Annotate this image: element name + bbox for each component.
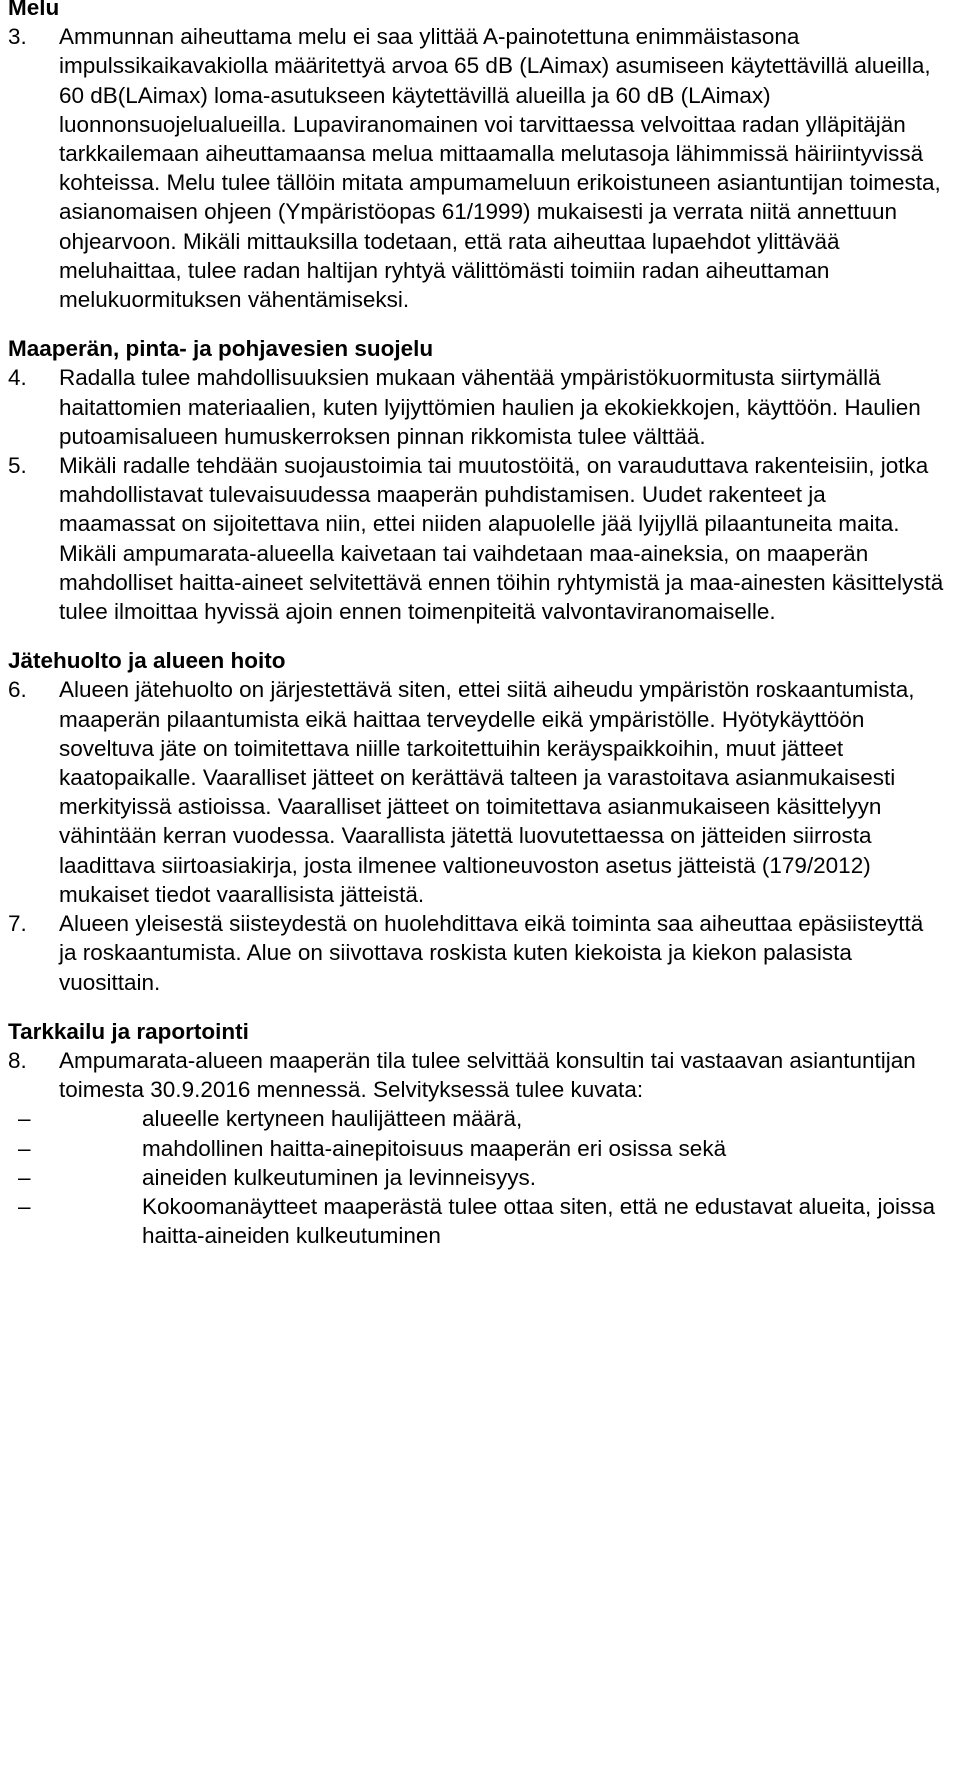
paragraph-text: Alueen jätehuolto on järjestettävä siten, ettei siitä aiheudu ympäristön roskaantumista, maaperän pilaantumista eikä haittaa terveydelle eikä ympäristölle. Hyötykäyttöön soveltuva jäte on toimitettava niille tarkoitettuihin keräyspaikkoihin, muut jätteet kaatopaikalle. Vaaralliset jätteet on kerättävä talteen ja varastoitava asianmukaisesti merkityissä astioissa. Vaaralliset jätteet on toimitettava asianmukaiseen käsittelyyn vähintään kerran vuodessa. Vaarallista jätettä luovutettaessa on jätteiden siirrosta laadittava siirtoasiakirja, josta ilmenee valtioneuvoston asetus jätteistä (179/2012) mukaiset tiedot vaarallisista jätteistä. [59, 677, 915, 907]
numbered-paragraph [8, 22, 948, 314]
section-monitoring-reporting [8, 1017, 948, 1251]
paragraph-text: Ampumarata-alueen maaperän tila tulee selvittää konsultin tai vastaavan asiantuntijan toimesta 30.9.2016 mennessä. Selvityksessä tulee kuvata: [59, 1047, 916, 1103]
dash-list-item [8, 1163, 948, 1192]
section-waste-management [8, 646, 948, 996]
numbered-paragraph [8, 1046, 948, 1104]
paragraph-number: 5. [8, 453, 27, 479]
dash-list-item [8, 1104, 948, 1133]
dash-list-item [8, 1134, 948, 1163]
dash-marker: – [18, 1193, 31, 1219]
section-soil-water-protection [8, 334, 948, 626]
section-heading: Jätehuolto ja alueen hoito [8, 648, 286, 674]
section-heading: Tarkkailu ja raportointi [8, 1018, 249, 1044]
paragraph-number: 4. [8, 365, 27, 391]
section-melu [8, 0, 948, 314]
dash-list-text: aineiden kulkeutuminen ja levinneisyys. [142, 1164, 536, 1190]
section-heading: Melu [8, 0, 60, 20]
document-page [8, 0, 948, 1250]
dash-list-text: mahdollinen haitta-ainepitoisuus maaperän eri osissa sekä [142, 1135, 727, 1161]
dash-list-text: Kokoomanäytteet maaperästä tulee ottaa siten, että ne edustavat alueita, joissa haitta-aineiden kulkeutuminen [142, 1193, 936, 1249]
dash-marker: – [18, 1135, 31, 1161]
paragraph-text: Ammunnan aiheuttama melu ei saa ylittää A-painotettuna enimmäistasona impulssikaikavakiolla määritettyä arvoa 65 dB (LAimax) asumiseen käytettävillä alueilla, 60 dB(LAimax) loma-asutukseen käytettävillä alueilla ja 60 dB (LAimax) luonnonsuojelualueilla. Lupaviranomainen voi tarvittaessa velvoittaa radan ylläpitäjän tarkkailemaan aiheuttamaansa melua mittaamalla melutasoja lähimmissä häiriintyvissä kohteissa. Melu tulee tällöin mitata ampumameluun erikoistuneen asiantuntijan toimesta, asianomaisen ohjeen (Ympäristöopas 61/1999) mukaisesti ja verrata niitä annettuun ohjearvoon. Mikäli mittauksilla todetaan, että rata aiheuttaa lupaehdot ylittävää meluhaittaa, tulee radan haltijan ryhtyä välittömästi toimiin radan aiheuttaman melukuormituksen vähentämiseksi. [59, 24, 941, 313]
paragraph-text: Alueen yleisestä siisteydestä on huolehdittava eikä toiminta saa aiheuttaa epäsiisteyttä ja roskaantumista. Alue on siivottava roskista kuten kiekoista ja kiekon palasista vuosittain. [59, 911, 924, 995]
paragraph-number: 8. [8, 1047, 27, 1073]
dash-list-text: alueelle kertyneen haulijätteen määrä, [142, 1106, 523, 1132]
paragraph-text: Mikäli radalle tehdään suojaustoimia tai muutostöitä, on varauduttava rakenteisiin, jotka mahdollistavat tulevaisuudessa maaperän puhdistamisen. Uudet rakenteet ja maamassat on sijoitettava niin, ettei niiden alapuolelle jää lyijyllä pilaantuneita maita. Mikäli ampumarata-alueella kaivetaan tai vaihdetaan maa-aineksia, on maaperän mahdolliset haitta-aineet selvitettävä ennen töihin ryhtymistä ja maa-ainesten käsittelystä tulee ilmoittaa hyvissä ajoin ennen toimenpiteitä valvontaviranomaiselle. [59, 453, 944, 625]
numbered-paragraph [8, 675, 948, 909]
paragraph-number: 3. [8, 24, 27, 50]
dash-marker: – [18, 1164, 31, 1190]
paragraph-text: Radalla tulee mahdollisuuksien mukaan vähentää ympäristökuormitusta siirtymällä haitattomien materiaalien, kuten lyijyttömien haulien ja ekokiekkojen, käyttöön. Haulien putoamisalueen humuskerroksen pinnan rikkomista tulee välttää. [59, 365, 921, 449]
paragraph-number: 7. [8, 911, 27, 937]
section-heading: Maaperän, pinta- ja pohjavesien suojelu [8, 336, 434, 362]
dash-list-item [8, 1192, 948, 1250]
dash-marker: – [18, 1106, 31, 1132]
numbered-paragraph [8, 451, 948, 626]
dash-list [8, 1104, 948, 1250]
numbered-paragraph [8, 909, 948, 997]
paragraph-number: 6. [8, 677, 27, 703]
numbered-paragraph [8, 363, 948, 451]
